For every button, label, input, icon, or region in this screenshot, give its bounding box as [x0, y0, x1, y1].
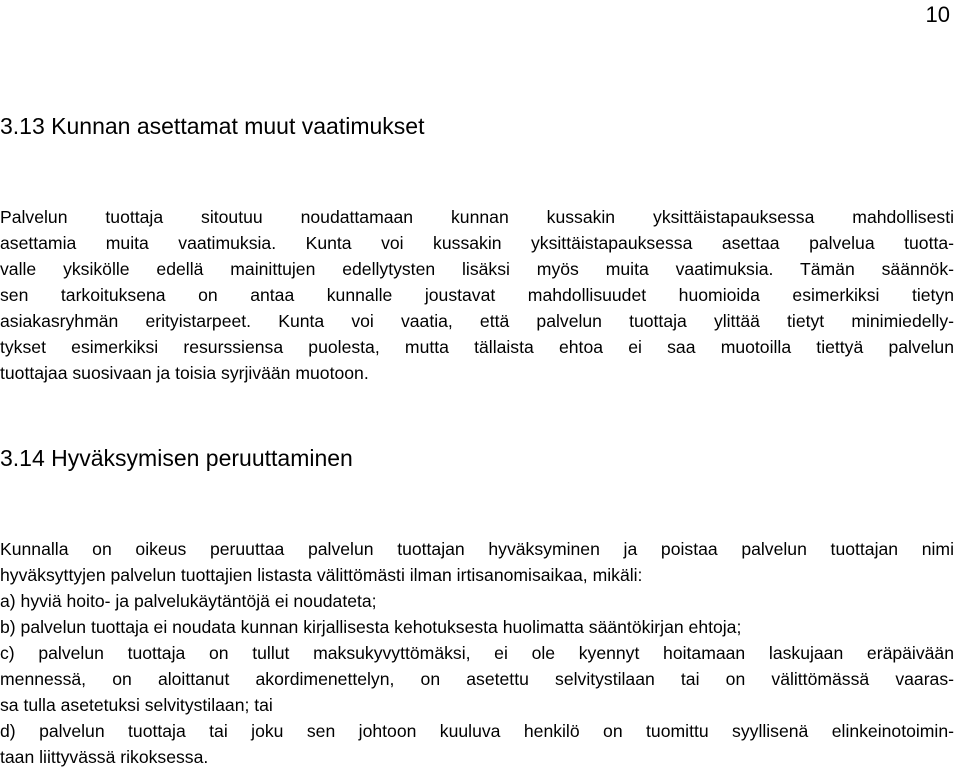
list-item-c-cont: mennessä, on aloittanut akordimenettelyn, on asetettu selvitystilaan tai on välittömässä vaaras- — [0, 669, 954, 689]
section-heading-3-13: 3.13 Kunnan asettamat muut vaatimukset — [0, 113, 425, 139]
page-number: 10 — [925, 2, 950, 27]
list-item-a: a) hyviä hoito- ja palvelukäytäntöjä ei noudateta; — [0, 591, 377, 611]
text-line: tuottajaa suosivaan ja toisia syrjivään muotoon. — [0, 363, 369, 383]
text-line: Palvelun tuottaja sitoutuu noudattamaan kunnan kussakin yksittäistapauksessa mahdollisesti — [0, 207, 954, 227]
text-line: hyväksyttyjen palvelun tuottajien listasta välittömästi ilman irtisanomisaikaa, mikäli: — [0, 565, 643, 585]
text-line: tykset esimerkiksi resurssiensa puolesta, mutta tällaista ehtoa ei saa muotoilla tiettyä palvelun — [0, 337, 954, 357]
list-item-d-cont: taan liittyvässä rikoksessa. — [0, 747, 209, 767]
list-item-d: d) palvelun tuottaja tai joku sen johtoon kuuluva henkilö on tuomittu syyllisenä elinkeinotoimin- — [0, 721, 954, 741]
text-line: asettamia muita vaatimuksia. Kunta voi kussakin yksittäistapauksessa asettaa palvelua tuotta- — [0, 233, 954, 253]
text-line: asiakasryhmän erityistarpeet. Kunta voi vaatia, että palvelun tuottaja ylittää tietyt minimiedelly- — [0, 311, 954, 331]
text-line: sen tarkoituksena on antaa kunnalle joustavat mahdollisuudet huomioida esimerkiksi tietyn — [0, 285, 954, 305]
text-line: Kunnalla on oikeus peruuttaa palvelun tuottajan hyväksyminen ja poistaa palvelun tuottajan nimi — [0, 539, 954, 559]
list-item-b: b) palvelun tuottaja ei noudata kunnan kirjallisesta kehotuksesta huolimatta sääntökirjan ehtoja; — [0, 617, 742, 637]
list-item-c-cont: sa tulla asetetuksi selvitystilaan; tai — [0, 695, 273, 715]
section-heading-3-14: 3.14 Hyväksymisen peruuttaminen — [0, 445, 353, 471]
text-line: valle yksikölle edellä mainittujen edellytysten lisäksi myös muita vaatimuksia. Tämän säännök- — [0, 259, 954, 279]
list-item-c: c) palvelun tuottaja on tullut maksukyvyttömäksi, ei ole kyennyt hoitamaan laskujaan eräpäivään — [0, 643, 954, 663]
